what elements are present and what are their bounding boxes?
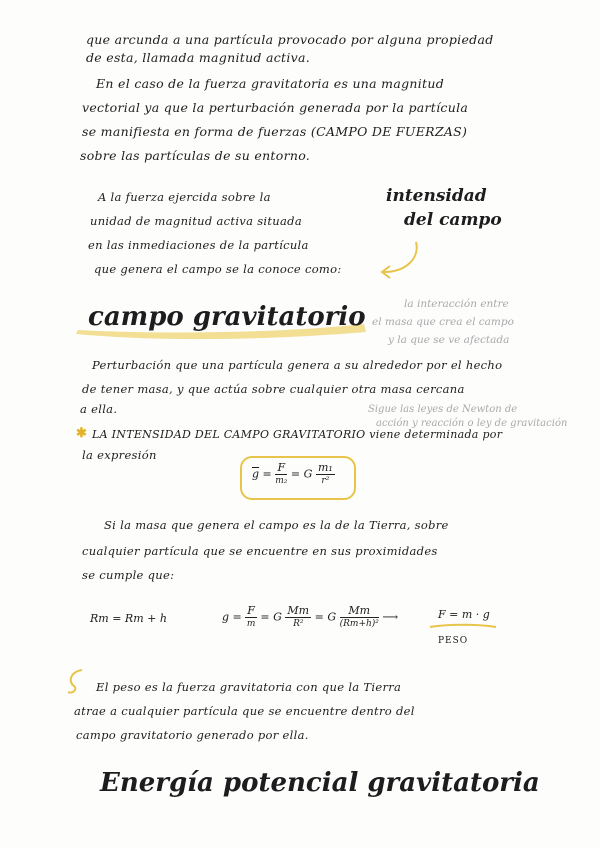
text-line: que genera el campo se la conoce como:	[94, 262, 342, 276]
arrow-icon: ⟶	[382, 610, 399, 624]
force-fraction	[275, 461, 287, 488]
mass-fraction	[316, 461, 335, 488]
faint-note: y la que se ve afectada	[388, 334, 510, 346]
fraction-denominator: r²	[321, 476, 330, 486]
energia-potencial-title: Energía potencial gravitatoria	[100, 768, 540, 798]
fraction-numerator: F	[275, 461, 287, 475]
text-line: campo gravitatorio generado por ella.	[76, 728, 309, 742]
text-line: se manifiesta en forma de fuerzas (CAMPO DE FUERZAS)	[82, 124, 468, 139]
text-line: de esta, llamada magnitud activa.	[86, 50, 311, 65]
text-line: que arcunda a una partícula provocado por alguna propiedad	[86, 32, 494, 47]
fraction-numerator: m₁	[317, 461, 333, 474]
underline-swoosh	[428, 622, 498, 632]
side-heading-line1: intensidad	[386, 186, 487, 206]
radius-formula: Rт = Rт + h	[90, 612, 167, 625]
fraction	[285, 604, 311, 631]
text-line: A la fuerza ejercida sobre la	[98, 190, 271, 204]
text-line: sobre las partículas de su entorno.	[80, 148, 311, 163]
equals-sign: =	[290, 467, 301, 481]
faint-note: la interacción entre	[404, 298, 509, 310]
g-symbol: $\overline{g}$	[252, 467, 260, 481]
text-line: vectorial ya que la perturbación generada por la partícula	[82, 100, 469, 115]
text-line: Perturbación que una partícula genera a su alrededor por el hecho	[92, 358, 503, 372]
fraction-numerator: Mт	[340, 604, 379, 618]
curved-arrow-icon	[376, 238, 426, 282]
equals-sign: =	[262, 467, 272, 481]
fraction	[245, 604, 257, 631]
constant-g: G	[303, 467, 313, 481]
text-line: a ella.	[80, 402, 118, 416]
g-formula	[252, 461, 335, 488]
text-line: Si la masa que genera el campo es la de la Tierra, sobre	[104, 518, 449, 532]
star-icon: ✱	[76, 426, 87, 441]
curl-icon	[64, 666, 88, 696]
fraction-denominator: R²	[293, 619, 304, 629]
text-line: de tener masa, y que actúa sobre cualquier otra masa cercana	[82, 382, 465, 396]
fraction-numerator: F	[247, 604, 255, 617]
equals-g: = G	[260, 610, 282, 624]
text-line: cualquier partícula que se encuentre en sus proximidades	[82, 544, 438, 558]
g-lhs: g =	[222, 610, 242, 624]
text-line: en las inmediaciones de la partícula	[88, 238, 309, 252]
fraction-numerator: Mт	[287, 604, 310, 617]
text-line: LA INTENSIDAD DEL CAMPO GRAVITATORIO viene determinada por	[92, 428, 503, 441]
g-earth-formula	[222, 604, 398, 631]
text-line: la expresión	[82, 448, 157, 462]
text-line: se cumple que:	[82, 568, 175, 582]
faint-note: Sigue las leyes de Newton de	[368, 404, 518, 415]
text-line: El peso es la fuerza gravitatoria con que la Tierra	[96, 680, 402, 694]
weight-formula: F = m · g	[438, 608, 490, 621]
fraction-denominator: m	[246, 619, 256, 629]
peso-label: PESO	[438, 636, 469, 646]
text-line: unidad de magnitud activa situada	[90, 214, 302, 228]
fraction-denominator: m₂	[275, 476, 288, 486]
fraction-denominator: (Rт+h)²	[339, 619, 379, 629]
fraction	[340, 604, 379, 631]
equals-g: = G	[314, 610, 337, 624]
side-heading-line2: del campo	[404, 210, 502, 230]
faint-note: acción y reacción o ley de gravitación	[376, 418, 568, 429]
text-line: atrae a cualquier partícula que se encuentre dentro del	[74, 704, 415, 718]
text-line: En el caso de la fuerza gravitatoria es una magnitud	[96, 76, 444, 91]
campo-gravitatorio-title: campo gravitatorio	[88, 302, 366, 332]
faint-note: el masa que crea el campo	[372, 316, 514, 328]
